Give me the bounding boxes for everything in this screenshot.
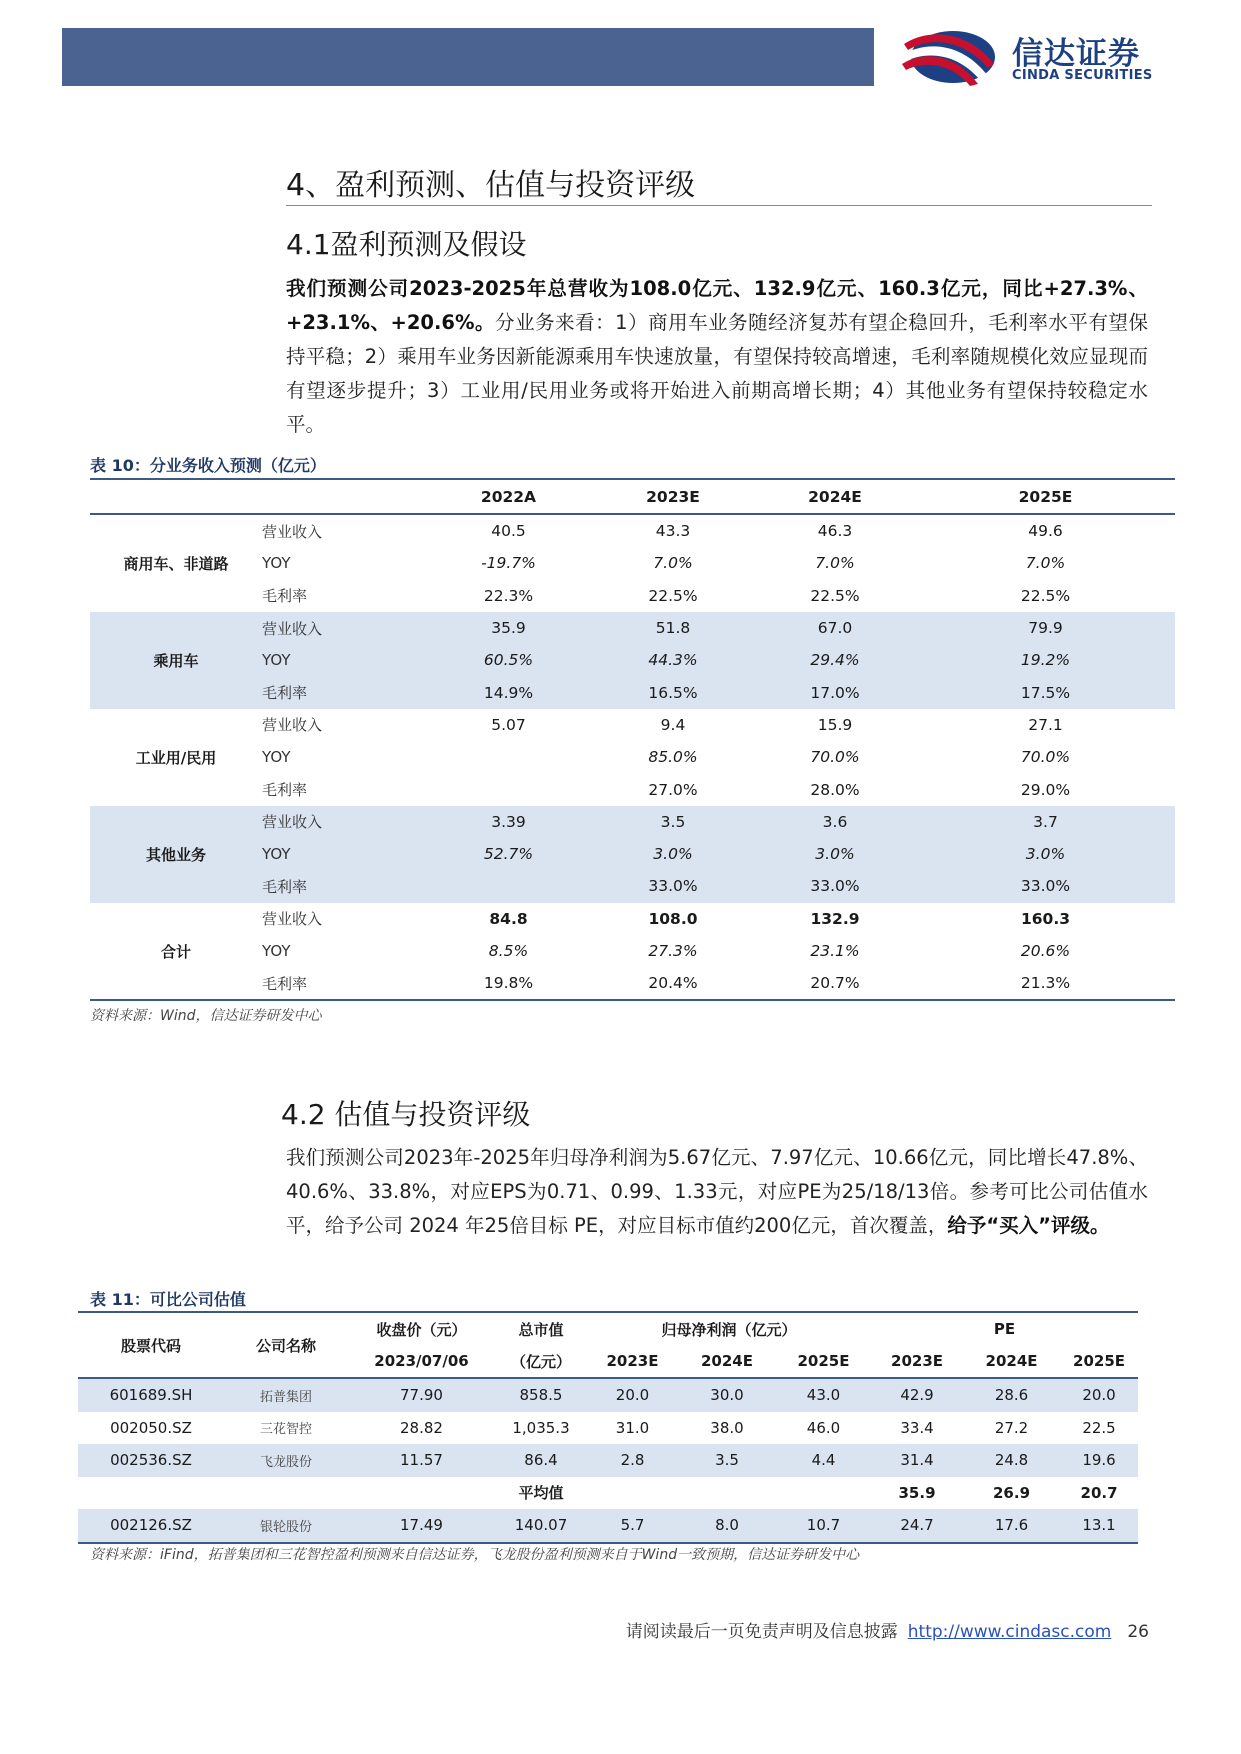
- cell: 27.3%: [648, 942, 698, 960]
- cell: 33.4: [900, 1418, 934, 1437]
- brand-name-en: CINDA SECURITIES: [1012, 68, 1153, 83]
- col-company-name: 公司名称: [224, 1312, 348, 1378]
- cell: 27.0%: [648, 780, 698, 799]
- col-np-2024E: 2024E: [678, 1345, 776, 1378]
- cell: 26.9: [993, 1483, 1031, 1502]
- average-row: [78, 1477, 1138, 1510]
- col-2025E: 2025E: [916, 479, 1175, 514]
- metric-label: 毛利率: [262, 587, 308, 606]
- cell: 16.5%: [592, 676, 754, 708]
- table-row: [90, 806, 1175, 838]
- disclaimer-note: 请阅读最后一页免责声明及信息披露: [625, 1622, 898, 1642]
- cell: 22.5%: [1020, 586, 1071, 605]
- cell: 20.0: [1060, 1378, 1138, 1412]
- cell: [425, 773, 592, 805]
- brand-name-cn: 信达证券: [1012, 36, 1140, 72]
- cell: 140.07: [495, 1509, 587, 1543]
- cell: 20.0: [587, 1378, 678, 1412]
- cell: 86.4: [495, 1444, 587, 1477]
- cell: 3.6: [754, 806, 916, 838]
- cell: 22.5: [1082, 1418, 1116, 1437]
- cell: 601689.SH: [78, 1378, 224, 1412]
- page-number: 26: [1127, 1622, 1149, 1642]
- table-row: [78, 1378, 1138, 1412]
- metric-label: 毛利率: [262, 676, 425, 708]
- segment-name: 商用车、非道路: [123, 554, 229, 573]
- cell: 19.6: [1060, 1444, 1138, 1477]
- cell: 33.0%: [916, 870, 1175, 902]
- cell: 23.1%: [810, 942, 860, 960]
- cell: 24.7: [871, 1509, 963, 1543]
- cell: 35.9: [425, 612, 592, 644]
- cell: 43.3: [655, 522, 691, 541]
- cell: 11.57: [348, 1444, 495, 1477]
- cell: 14.9%: [425, 676, 592, 708]
- cell: 43.0: [776, 1378, 871, 1412]
- cell: 17.0%: [754, 676, 916, 708]
- col-2022A: 2022A: [425, 479, 592, 514]
- average-label: 平均值: [518, 1484, 564, 1503]
- cell: 8.5%: [488, 942, 529, 960]
- forecast-details: 分业务来看：1）商用车业务随经济复苏有望企稳回升，毛利率水平有望保持平稳；2）乘用车业务因新能源乘用车快速放量，有望保持较高增速，毛利率随规模化效应显现而有望逐步提升；3）工业用/民用业务或将开始进入前期高增长期；4）其他业务有望保持较稳定水平。: [286, 311, 1148, 436]
- cell: 002050.SZ: [110, 1418, 192, 1437]
- cell: 19.2%: [916, 644, 1175, 676]
- metric-label: YOY: [262, 554, 291, 573]
- cell: 27.2: [994, 1418, 1029, 1437]
- cell: 30.0: [678, 1378, 776, 1412]
- cell: 拓普集团: [224, 1378, 348, 1412]
- cell: 17.6: [963, 1509, 1060, 1543]
- metric-label: 毛利率: [262, 781, 308, 800]
- cell: 3.0%: [916, 838, 1175, 870]
- metric-label: 营业收入: [262, 612, 425, 644]
- col-pe-2023E: 2023E: [871, 1345, 963, 1378]
- cell: 002126.SZ: [78, 1509, 224, 1543]
- metric-label: YOY: [262, 838, 425, 870]
- cell: 29.4%: [754, 644, 916, 676]
- header-bar: [62, 28, 874, 86]
- cell: [425, 741, 592, 773]
- col-market-cap-unit: （亿元）: [495, 1345, 587, 1378]
- cell: 002536.SZ: [78, 1444, 224, 1477]
- section-heading: 4、盈利预测、估值与投资评级: [286, 168, 696, 203]
- col-pe-2025E: 2025E: [1060, 1345, 1138, 1378]
- cell: 51.8: [592, 612, 754, 644]
- cell: 44.3%: [592, 644, 754, 676]
- cell: 42.9: [871, 1378, 963, 1412]
- segment-revenue-table: [90, 478, 1175, 1001]
- cell: 13.1: [1060, 1509, 1138, 1543]
- segment-name: 其他业务: [90, 806, 262, 903]
- cell: 49.6: [1028, 522, 1063, 541]
- cell: 7.0%: [815, 554, 855, 573]
- metric-label: 营业收入: [262, 716, 323, 735]
- cell: 7.0%: [653, 554, 693, 573]
- forecast-paragraph: [286, 272, 1148, 442]
- cell: 2.8: [587, 1444, 678, 1477]
- cell: 60.5%: [425, 644, 592, 676]
- col-net-profit-group: 归母净利润（亿元）: [587, 1312, 871, 1345]
- target-company-row: [78, 1509, 1138, 1543]
- cell: 3.5: [678, 1444, 776, 1477]
- table10-caption: 表 10：分业务收入预测（亿元）: [90, 456, 326, 475]
- cell: 85.0%: [648, 748, 698, 767]
- cell: 27.1: [1028, 715, 1063, 734]
- website-link[interactable]: http://www.cindasc.com: [907, 1622, 1112, 1642]
- valuation-details: 我们预测公司2023年-2025年归母净利润为5.67亿元、7.97亿元、10.66亿元，同比增长47.8%、40.6%、33.8%，对应EPS为0.71、0.99、1.33元，对应PE为25/18/13倍。参考可比公司估值水平，给予公司 2024 年25倍目标 PE，对应目标市值约200亿元，首次覆盖，: [286, 1146, 1148, 1237]
- cell: 52.7%: [425, 838, 592, 870]
- cell: 19.8%: [425, 967, 592, 1000]
- cell: 31.0: [615, 1418, 650, 1437]
- cell: 22.5%: [648, 586, 698, 605]
- valuation-paragraph: [286, 1141, 1148, 1243]
- cell: 24.8: [963, 1444, 1060, 1477]
- cell: 858.5: [495, 1378, 587, 1412]
- cell: 5.7: [587, 1509, 678, 1543]
- cell: 20.4%: [592, 967, 754, 1000]
- cell: 15.9: [817, 715, 853, 734]
- cell: 35.9: [898, 1483, 936, 1502]
- table-row: [90, 514, 1175, 547]
- cell: 1,035.3: [512, 1418, 570, 1437]
- cell: 9.4: [660, 715, 686, 734]
- cell: 67.0: [754, 612, 916, 644]
- col-np-2025E: 2025E: [776, 1345, 871, 1378]
- cell: 160.3: [1020, 909, 1071, 928]
- heading-divider: [286, 205, 1152, 206]
- subsection-heading-4-1: 4.1盈利预测及假设: [286, 228, 527, 261]
- col-pe-group: PE: [871, 1312, 1138, 1345]
- cinda-logo: [898, 24, 1194, 90]
- cell: 33.0%: [592, 870, 754, 902]
- col-pe-2024E: 2024E: [963, 1345, 1060, 1378]
- table10-header-row: [90, 479, 1175, 514]
- cell: 28.82: [400, 1418, 443, 1437]
- cell: 84.8: [489, 909, 528, 928]
- col-2023E: 2023E: [592, 479, 754, 514]
- metric-label: YOY: [262, 748, 291, 767]
- metric-label: 营业收入: [262, 910, 323, 929]
- col-close-price: 收盘价（元）: [348, 1312, 495, 1345]
- col-np-2023E: 2023E: [587, 1345, 678, 1378]
- cell: 8.0: [678, 1509, 776, 1543]
- table11-caption: 表 11：可比公司估值: [90, 1290, 246, 1309]
- cell: 77.90: [348, 1378, 495, 1412]
- cell: -19.7%: [481, 554, 536, 573]
- table10-source: 资料来源：Wind，信达证券研发中心: [90, 1008, 322, 1024]
- metric-label: 营业收入: [262, 806, 425, 838]
- cell: [425, 870, 592, 902]
- cell: 20.6%: [1020, 942, 1071, 960]
- rating-statement: 给予“买入”评级。: [947, 1214, 1110, 1237]
- cell: 40.5: [491, 522, 526, 541]
- cell: 29.0%: [1020, 780, 1071, 799]
- cell: 46.0: [806, 1418, 841, 1437]
- cell: 三花智控: [259, 1422, 312, 1438]
- cinda-swoosh-icon: [898, 24, 1008, 90]
- cell: 132.9: [810, 909, 860, 928]
- cell: 79.9: [916, 612, 1175, 644]
- cell: 22.3%: [483, 586, 534, 605]
- cell: 70.0%: [810, 748, 860, 767]
- cell: 3.0%: [592, 838, 754, 870]
- cell: 33.0%: [754, 870, 916, 902]
- table-row: [78, 1444, 1138, 1477]
- cell: 46.3: [817, 522, 853, 541]
- cell: 7.0%: [1025, 554, 1066, 573]
- segment-name: 乘用车: [90, 612, 262, 709]
- comparable-valuation-table: [78, 1311, 1138, 1544]
- cell: 3.7: [916, 806, 1175, 838]
- metric-label: 营业收入: [262, 522, 323, 541]
- metric-label: 毛利率: [262, 870, 425, 902]
- col-market-cap: 总市值: [495, 1312, 587, 1345]
- cell: 20.7: [1080, 1483, 1118, 1502]
- cell: 22.5%: [810, 586, 860, 605]
- subsection-heading-4-2: 4.2 估值与投资评级: [281, 1098, 531, 1131]
- metric-label: 毛利率: [262, 967, 425, 1000]
- metric-label: YOY: [262, 644, 425, 676]
- cell: 17.49: [348, 1509, 495, 1543]
- forecast-summary: 我们预测公司2023-2025年总营收为108.0亿元、132.9亿元、160.3亿元，同比+27.3%、+23.1%、+20.6%。: [286, 277, 1148, 334]
- cell: 28.0%: [810, 780, 860, 799]
- col-close-date: 2023/07/06: [348, 1345, 495, 1378]
- cell: 17.5%: [916, 676, 1175, 708]
- cell: 31.4: [871, 1444, 963, 1477]
- cell: 5.07: [491, 715, 526, 734]
- metric-label: YOY: [262, 942, 291, 960]
- table-row: [90, 709, 1175, 741]
- table11-header-row-1: [78, 1312, 1138, 1345]
- segment-name: 合计: [90, 903, 262, 1001]
- table11-source: 资料来源：iFind，拓普集团和三花智控盈利预测来自信达证券，飞龙股份盈利预测来自于Wind一致预期，信达证券研发中心: [90, 1547, 860, 1563]
- cell: 70.0%: [1020, 748, 1071, 767]
- table-row: [90, 612, 1175, 644]
- col-stock-code: 股票代码: [78, 1312, 224, 1378]
- table-row: [90, 903, 1175, 935]
- col-2024E: 2024E: [754, 479, 916, 514]
- cell: 108.0: [648, 909, 698, 928]
- cell: 3.0%: [754, 838, 916, 870]
- cell: 10.7: [776, 1509, 871, 1543]
- cell: 飞龙股份: [224, 1444, 348, 1477]
- segment-name: 工业用/民用: [135, 748, 217, 767]
- cell: 3.39: [425, 806, 592, 838]
- cell: 银轮股份: [224, 1509, 348, 1543]
- cell: 38.0: [710, 1418, 744, 1437]
- cell: 28.6: [963, 1378, 1060, 1412]
- page-footer: [626, 1617, 1149, 1642]
- cell: 21.3%: [916, 967, 1175, 1000]
- table-row: [78, 1412, 1138, 1445]
- cell: 3.5: [592, 806, 754, 838]
- cell: 20.7%: [754, 967, 916, 1000]
- cell: 4.4: [776, 1444, 871, 1477]
